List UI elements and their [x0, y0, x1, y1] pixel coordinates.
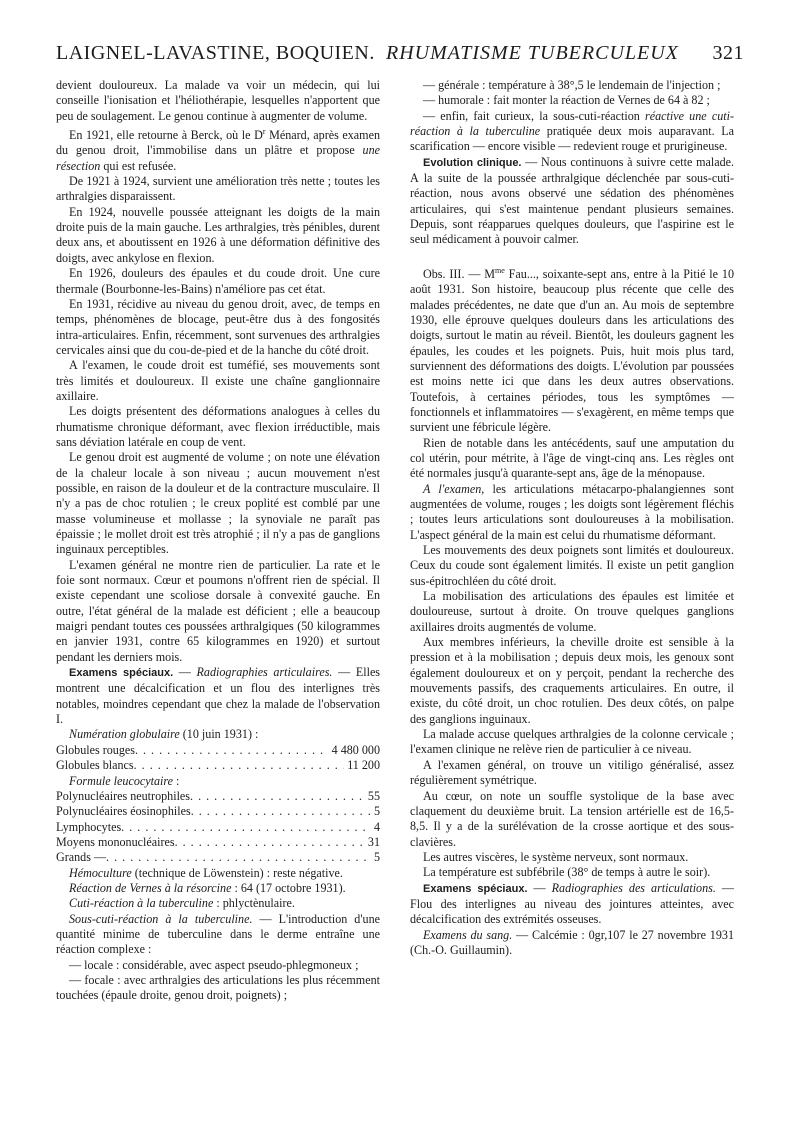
paragraph: devient douloureux. La malade va voir un médecin, qui lui conseille l'ionisation et l'héliothérapie, lesquelles n'apportent que peu de soulagement. Le genou continue à augmenter de volume.	[56, 78, 380, 123]
leukocyte-formula-table	[56, 789, 380, 866]
paragraph: Sous-cuti-réaction à la tuberculine. — L'introduction d'une quantité minime de tuberculine dans le derme entraîne une réaction complexe :	[56, 911, 380, 957]
paragraph: Réaction de Vernes à la résorcine : 64 (17 octobre 1931).	[69, 880, 346, 895]
paragraph: — locale : considérable, avec aspect pseudo-phlegmoneux ;	[69, 957, 359, 972]
paragraph: — générale : température à 38°,5 le lendemain de l'injection ;	[423, 78, 721, 92]
table-row: Moyens mononucléaires . . . 31	[56, 835, 380, 850]
paragraph: L'examen général ne montre rien de particulier. La rate et le foie sont normaux. Cœur et poumons n'offrent rien de spécial. Il existe cependant une scoliose dorsale à convexité gauche. En outre, l'état général de la malade est déficient ; elle a beaucoup maigri pendant toutes ces poussées arthralgiques (50 kilogrammes en janvier 1931, contre 65 kilogrammes en 1920) et surtout pendant les derniers mois.	[56, 557, 380, 664]
paragraph: Formule leucocytaire :	[69, 773, 180, 788]
paragraph: Les mouvements des deux poignets sont limités et douloureux. Ceux du coude sont également limités. Il existe un petit ganglion sus-épitrochléen du côté droit.	[410, 543, 734, 588]
paragraph: Les doigts présentent des déformations analogues à celles du rhumatisme chronique déformant, avec flexion irréductible, mais sans déviation latérale en coup de vent.	[56, 404, 380, 449]
paragraph: Le genou droit est augmenté de volume ; on note une élévation de la chaleur locale à son niveau ; aucun mouvement n'est possible, en raison de la douleur et de la contracture musculaire. Il n'y a pas de choc rotulien ; le creux poplité est comblé par une masse volumineuse et mollasse ; la synoviale ne paraît pas épaissie ; le mollet droit est très atrophié ; il n'y a pas de ganglions inguinaux perceptibles.	[56, 450, 380, 557]
paragraph: Examens du sang. — Calcémie : 0gr,107 le 27 novembre 1931 (Ch.-O. Guillaumin).	[410, 927, 734, 957]
paragraph: La malade accuse quelques arthralgies de la colonne cervicale ; l'examen clinique ne relève rien de particulier à ce niveau.	[410, 727, 734, 757]
paragraph: Rien de notable dans les antécédents, sauf une amputation du col utérin, pour métrite, à l'âge de vingt-cinq ans. Les règles ont été normales jusqu'à quarante-sept ans, âge de la ménopause.	[410, 435, 734, 481]
section-heading: Examens spéciaux.	[423, 882, 528, 895]
table-row: Polynucléaires éosinophiles . . . 5	[56, 804, 380, 819]
right-column	[410, 78, 734, 958]
paragraph: Aux membres inférieurs, la cheville droite est sensible à la pression et à la mobilisation ; depuis deux mois, les genoux sont également douloureux et on y perçoit, pendant la recherche des mouvements passifs, des craquements articulaires. En outre, il existe, du côté droit, un choc rotulien. Des deux côtés, on palpe des ganglions inguinaux.	[410, 635, 734, 726]
left-column	[56, 78, 380, 1004]
running-head-authors: LAIGNEL-LAVASTINE, BOQUIEN.	[56, 42, 375, 64]
paragraph: A l'examen, les articulations métacarpo-phalangiennes sont augmentées de volume, rouges ; les doigts sont légèrement fléchis ; toutes leurs articulations sont douloureuses à la mobilisation. L'aspect général de la main est celui du rhumatisme déformant.	[410, 481, 734, 542]
paragraph: En 1926, douleurs des épaules et du coude droit. Une cure thermale (Bourbonne-les-Bains) n'améliore pas cet état.	[56, 266, 380, 296]
table-row: Globules blancs . . . 11 200	[56, 758, 380, 773]
paragraph: La température est subfébrile (38° de temps à autre le soir).	[423, 865, 711, 880]
table-row: Grands — . . . 5	[56, 850, 380, 865]
paragraph: Cuti-réaction à la tuberculine : phlyctènulaire.	[69, 896, 295, 911]
paragraph: Numération globulaire (10 juin 1931) :	[69, 727, 259, 742]
paragraph: Hémoculture (technique de Löwenstein) : reste négative.	[69, 865, 343, 880]
paragraph: A l'examen, le coude droit est tuméfié, ses mouvements sont très limités et douloureux. Il existe une chaîne ganglionnaire axillaire.	[56, 358, 380, 403]
running-head	[56, 42, 744, 70]
paragraph: En 1921, elle retourne à Berck, où le $D^r$ Ménard, après examen du genou droit, l'immobilise dans un plâtre et propose une résection qui est refusée.	[56, 127, 381, 173]
paragraph: — humorale : fait monter la réaction de Vernes de 64 à 82 ;	[423, 93, 710, 108]
paragraph: De 1921 à 1924, survient une amélioration très nette ; toutes les arthralgies disparaissent.	[56, 174, 380, 204]
blood-count-table	[56, 743, 380, 774]
paragraph: En 1924, nouvelle poussée atteignant les doigts de la main droite puis de la main gauche. Les arthralgies, très pénibles, durent deux ans, et aboutissent en 1926 à une déformation définitive des doigts, avec ankylose en flexion.	[56, 204, 380, 265]
running-head-title: RHUMATISME TUBERCULEUX	[386, 42, 679, 64]
observation-paragraph: Obs. III. — $M^{me}$ Fau..., soixante-sept ans, entre à la Pitié le 10 août 1931. Son histoire, beaucoup plus récente que celle des malades précédentes, ne date que d'un an. Au mois de septembre 1930, elle éprouve quelques douleurs dans les articulations des doigts, surtout le matin au réveil. Bientôt, les douleurs gagnent les épaules, les coudes et les poignets. Puis, huit mois plus tard, surviennent des déformations des doigts. L'évolution par poussées est moins nette ici que dans les deux autres observations. Toutefois, à certaines périodes, tous les symptômes — fonctionnels et inflammatoires — s'exagèrent, en même temps que survient une fébricule légère.	[410, 265, 734, 435]
section-paragraph: Examens spéciaux. — Radiographies des articulations. — Flou des interlignes au niveau des jointures atteintes, avec décalcification des extrémités osseuses.	[410, 880, 734, 927]
section-paragraph: Examens spéciaux. — Radiographies articulaires. — Elles montrent une décalcification et un flou des interlignes très notables, moindres cependant que chez la malade de l'observation I.	[56, 665, 381, 727]
paragraph: — focale : avec arthralgies des articulations les plus récemment touchées (épaule droite, genou droit, poignets) ;	[56, 972, 380, 1003]
table-row: Lymphocytes . . . 4	[56, 820, 380, 835]
section-heading: Examens spéciaux.	[69, 667, 174, 680]
section-heading: Evolution clinique.	[423, 156, 522, 169]
section-gap	[410, 248, 734, 257]
paragraph: Au cœur, on note un souffle systolique de la base avec claquement du deuxième bruit. La tension artérielle est de 16,5-8,5. Il y a de la surélévation de la crosse aortique et des sous-clavières.	[410, 788, 734, 849]
section-paragraph: Evolution clinique. — Nous continuons à suivre cette malade. A la suite de la poussée arthralgique déclenchée par sous-cuti-réaction, nous avons observé une sédation des phénomènes articulaires, qui s'est maintenue pendant plusieurs semaines. Depuis, sont réapparues quelques douleurs, que l'aspirine est le seul médicament à pouvoir calmer.	[410, 154, 735, 247]
paragraph: La mobilisation des articulations des épaules est limitée et douloureuse, surtout à droite. On trouve quelques ganglions axillaires droits augmentés de volume.	[410, 589, 734, 634]
table-row: Polynucléaires neutrophiles . . . 55	[56, 789, 380, 804]
paragraph: — enfin, fait curieux, la sous-cuti-réaction réactive une cuti-réaction à la tuberculine pratiquée deux mois auparavant. La scarification — encore visible — redevient rouge et prurigineuse.	[410, 108, 734, 154]
page-number: 321	[712, 42, 744, 64]
paragraph: Les autres viscères, le système nerveux, sont normaux.	[423, 849, 689, 864]
paragraph: En 1931, récidive au niveau du genou droit, avec, de temps en temps, phénomènes de blocage, peut-être dus à des fongosités intra-articulaires. Enfin, récemment, sont survenues des arthralgies cervicales ainsi que du cou-de-pied et de la hanche du côté droit.	[56, 296, 380, 357]
table-row: Globules rouges . . . 4 480 000	[56, 743, 380, 758]
paragraph: A l'examen général, on trouve un vitiligo généralisé, assez régulièrement symétrique.	[410, 757, 734, 788]
